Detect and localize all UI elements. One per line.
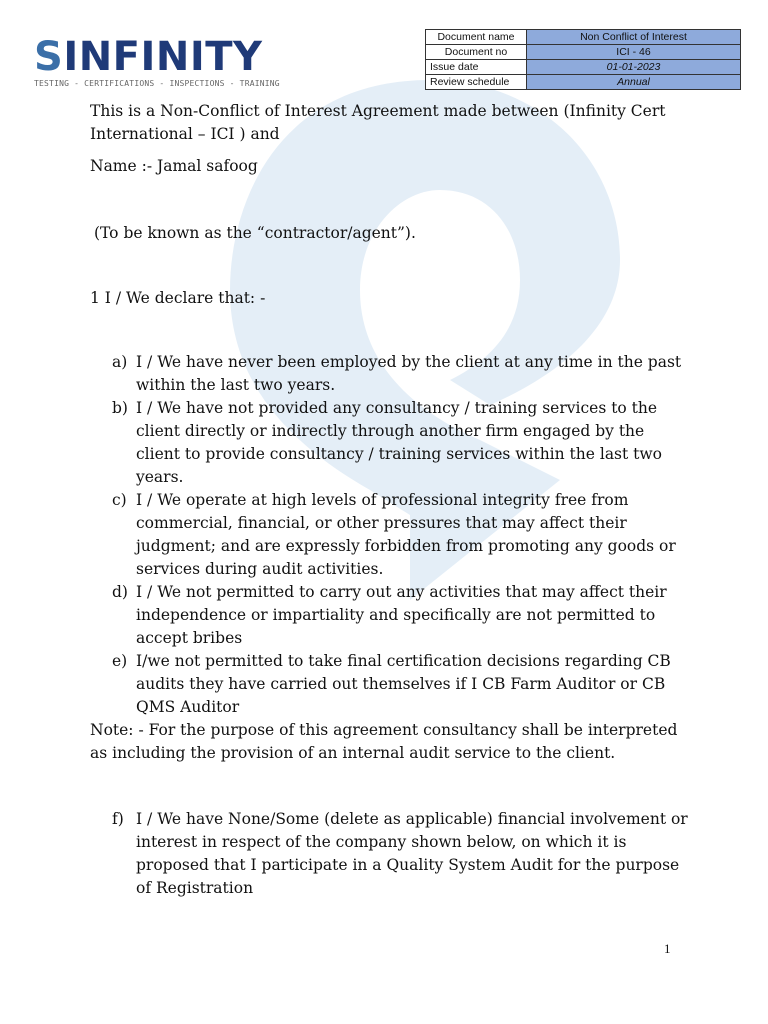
list-item-text: I / We operate at high levels of professional integrity free from commercial, financial, or other pressures that may affect their judgment; and are expressly forbidden from promoting any goods or services during audit activities.: [136, 491, 676, 578]
doc-info-label: Review schedule: [426, 75, 527, 90]
list-item-f: [90, 808, 690, 900]
agreement-body: [90, 100, 690, 900]
doc-info-row: [426, 45, 741, 60]
doc-info-row: [426, 60, 741, 75]
doc-info-label: Document no: [426, 45, 527, 60]
list-item-text: I/we not permitted to take final certification decisions regarding CB audits they have carried out themselves if I CB Farm Auditor or CB QMS Auditor: [136, 652, 671, 716]
list-item-text: I / We not permitted to carry out any activities that may affect their independence or impartiality and specifically are not permitted to accept bribes: [136, 583, 667, 647]
list-marker: b): [112, 399, 128, 417]
name-line: Name :- Jamal safoog: [90, 157, 258, 175]
doc-info-row: [426, 75, 741, 90]
list-marker: f): [112, 810, 124, 828]
list-marker: d): [112, 583, 128, 601]
list-marker: e): [112, 652, 128, 670]
list-item: [90, 650, 690, 719]
logo-lead-letter: S: [34, 34, 64, 80]
doc-info-label: Document name: [426, 30, 527, 45]
logo-wordmark: [34, 35, 263, 79]
page-number: 1: [664, 941, 671, 956]
list-item: [90, 397, 690, 489]
doc-info-row: [426, 30, 741, 45]
doc-info-value: 01-01-2023: [527, 60, 741, 75]
financial-involvement-list: [90, 808, 690, 900]
known-as-paragraph: (To be known as the “contractor/agent”).: [94, 224, 416, 242]
list-item-text: I / We have None/Some (delete as applicable) financial involvement or interest in respect of the company shown below, on which it is proposed that I participate in a Quality System Audit for the purpose of Registration: [136, 810, 688, 897]
list-item-text: I / We have not provided any consultancy / training services to the client directly or indirectly through another firm engaged by the client to provide consultancy / training services within the last two years.: [136, 399, 662, 486]
list-marker: a): [112, 353, 128, 371]
declaration-heading: 1 I / We declare that: -: [90, 289, 266, 307]
note-paragraph: Note: - For the purpose of this agreement consultancy shall be interpreted as including the provision of an internal audit service to the client.: [90, 721, 678, 762]
list-item: [90, 489, 690, 581]
intro-paragraph: This is a Non-Conflict of Interest Agreement made between (Infinity Cert International – ICI ) and: [90, 102, 666, 143]
list-item: [90, 351, 690, 397]
logo-tagline: TESTING - CERTIFICATIONS - INSPECTIONS - TRAINING: [34, 79, 280, 88]
document-info-table: [425, 29, 741, 90]
doc-info-value: Non Conflict of Interest: [527, 30, 741, 45]
doc-info-label: Issue date: [426, 60, 527, 75]
declaration-list: [90, 351, 690, 719]
list-item-text: I / We have never been employed by the client at any time in the past within the last two years.: [136, 353, 682, 394]
doc-info-value: Annual: [527, 75, 741, 90]
list-item: [90, 581, 690, 650]
company-logo: [34, 34, 280, 95]
list-marker: c): [112, 491, 127, 509]
doc-info-value: ICI - 46: [527, 45, 741, 60]
logo-word: INFINITY: [63, 34, 263, 80]
